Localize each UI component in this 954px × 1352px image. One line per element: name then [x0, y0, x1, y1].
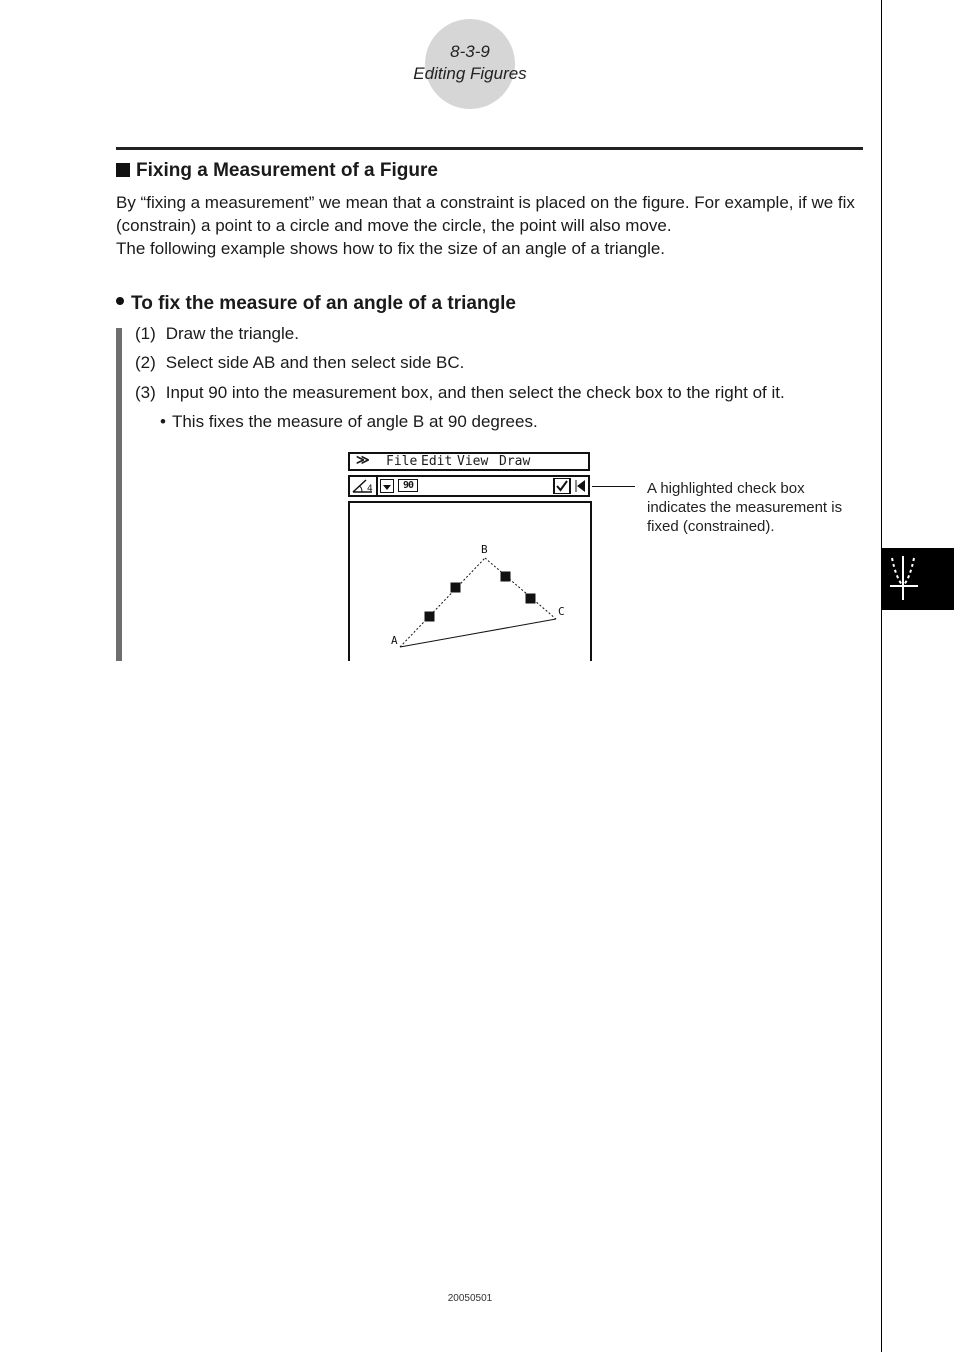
procedure-side-bar: [116, 328, 122, 661]
step-1: [135, 324, 299, 344]
chapter-tab[interactable]: [882, 548, 954, 610]
menu-view[interactable]: View: [457, 454, 489, 469]
step-number: (3): [135, 383, 156, 402]
point-label-c: C: [558, 605, 565, 618]
step-number: (2): [135, 353, 156, 372]
step-text: Draw the triangle.: [165, 324, 299, 343]
svg-text:4: 4: [367, 484, 373, 494]
intro-paragraph: The following example shows how to fix the size of an angle of a triangle.: [116, 239, 666, 258]
point-label-a: A: [391, 634, 398, 647]
procedure-title: To fix the measure of an angle of a triangle: [131, 293, 517, 314]
drawing-canvas[interactable]: [348, 501, 592, 661]
procedure-heading: [116, 293, 516, 315]
footer-code: 20050501: [447, 1293, 493, 1304]
menu-edit[interactable]: Edit: [421, 454, 453, 469]
note-bullet: •: [160, 412, 166, 431]
toolbar: [348, 475, 590, 497]
step-number: (1): [135, 324, 156, 343]
left-arrow-icon[interactable]: [573, 478, 588, 494]
geometry-tab-icon: [882, 548, 954, 610]
menu-draw[interactable]: Draw: [499, 454, 531, 469]
checkmark-icon: [555, 479, 569, 493]
app-screenshot: [347, 451, 593, 661]
dropdown-arrow-icon[interactable]: [380, 479, 394, 493]
point-label-b: B: [481, 543, 488, 556]
square-bullet-icon: [116, 163, 130, 177]
page-edge-rule: [881, 0, 882, 1352]
triangle-figure: [350, 503, 590, 661]
measurement-input[interactable]: 90: [398, 479, 418, 492]
step-text: Select side AB and then select side BC.: [165, 353, 465, 372]
step-2: [135, 353, 464, 373]
intro-paragraph: By “fixing a measurement” we mean that a constraint is placed on the figure. For example, if we fix (constrain) a point to a circle and move the circle, the point will also move.: [116, 193, 855, 235]
callout-text: A highlighted check box indicates the measurement is fixed (constrained).: [647, 480, 843, 535]
section-name: Editing Figures: [413, 64, 527, 83]
intro-text: [116, 191, 866, 260]
section-title: Fixing a Measurement of a Figure: [136, 160, 438, 181]
angle-measure-icon: [350, 477, 376, 495]
step-note: [160, 412, 538, 432]
section-rule: [116, 147, 863, 150]
selection-handle: [501, 572, 510, 581]
section-heading: [116, 160, 438, 182]
menu-chevron-icon[interactable]: ≫: [356, 453, 370, 468]
round-bullet-icon: [116, 297, 124, 305]
menu-bar: [348, 452, 590, 471]
step-3: [135, 383, 785, 403]
menu-file[interactable]: File: [386, 454, 418, 469]
selection-handle: [451, 583, 460, 592]
page-number: 8-3-9: [450, 42, 490, 61]
fix-checkbox[interactable]: [553, 478, 571, 494]
selection-handle: [526, 594, 535, 603]
angle-tool-button[interactable]: [350, 477, 378, 495]
callout-leader: [592, 486, 635, 487]
step-text: Input 90 into the measurement box, and then select the check box to the right of it.: [165, 383, 785, 402]
selection-handle: [425, 612, 434, 621]
note-text: This fixes the measure of angle B at 90 degrees.: [171, 412, 538, 431]
